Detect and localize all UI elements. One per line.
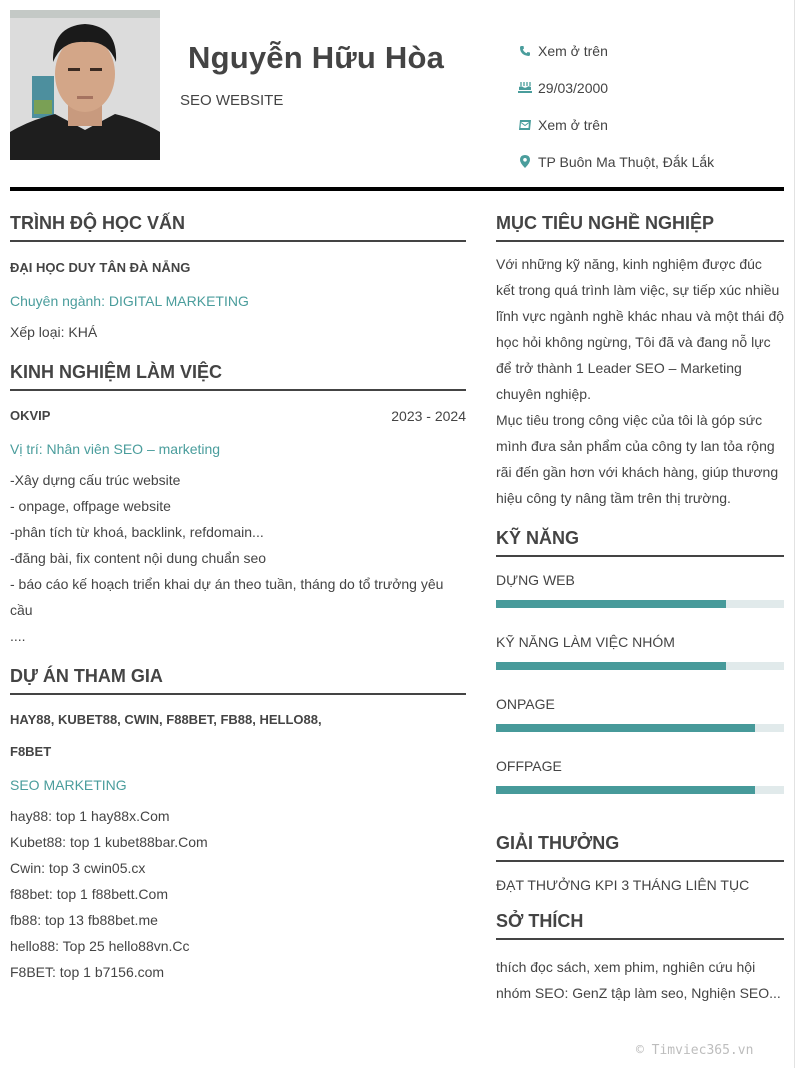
experience-company: OKVIP [10,408,51,423]
education-major: Chuyên ngành: DIGITAL MARKETING [10,293,249,309]
contact-phone [518,32,714,69]
project-names-line1: HAY88, KUBET88, CWIN, F88BET, FB88, HELLO88, [10,712,322,727]
objective-paragraph-2: Mục tiêu trong công việc của tôi là góp sức mình đưa sản phẩm của công ty lan tỏa rộng rãi đến gần hơn với khách hàng, giúp thương hiệu công ty nâng tầm trên thị trường. [496,412,779,506]
watermark: © Timviec365.vn [636,1043,754,1058]
experience-position: Vị trí: Nhân viên SEO – marketing [10,441,221,457]
objective-title: MỤC TIÊU NGHỀ NGHIỆP [496,200,784,242]
hobbies-section [496,898,784,1006]
skill-label: KỸ NĂNG LÀM VIỆC NHÓM [496,634,675,650]
experience-detail: -Xây dựng cấu trúc website [10,472,181,488]
objective-section [496,200,784,511]
project-detail: f88bet: top 1 f88bett.Com [10,886,168,902]
map-marker-icon [518,155,532,169]
experience-detail: -đăng bài, fix content nội dung chuẩn seo [10,550,267,566]
contact-birthday-value: 29/03/2000 [538,79,609,96]
contact-phone-value: Xem ở trên [538,42,608,59]
skill-label: DỰNG WEB [496,572,575,588]
education-title: TRÌNH ĐỘ HỌC VẤN [10,200,466,242]
contact-list [518,32,714,180]
awards-text: ĐẠT THƯỞNG KPI 3 THÁNG LIÊN TỤC [496,877,750,893]
avatar [10,10,160,160]
header-divider [10,187,784,191]
hobbies-title: SỞ THÍCH [496,898,784,940]
experience-title: KINH NGHIỆM LÀM VIỆC [10,349,466,391]
right-column [496,200,784,1006]
envelope-icon [518,118,532,132]
project-role: SEO MARKETING [10,777,127,793]
skill-bar-track [496,600,784,608]
awards-section [496,820,784,898]
project-detail: hello88: Top 25 hello88vn.Cc [10,938,190,954]
experience-detail: - báo cáo kế hoạch triển khai dự án theo tuần, tháng do tổ trưởng yêu cầu [10,576,444,618]
experience-period: 2023 - 2024 [391,408,466,424]
experience-detail: - onpage, offpage website [10,498,171,514]
skill-bar-track [496,724,784,732]
skill-bar-fill [496,786,755,794]
skill-item [496,570,784,608]
candidate-name: Nguyễn Hữu Hòa [188,40,445,75]
project-names-line2: F8BET [10,744,52,759]
skill-bar-track [496,786,784,794]
experience-detail: .... [10,628,26,644]
birthday-cake-icon [518,81,532,95]
project-detail: hay88: top 1 hay88x.Com [10,808,170,824]
education-school: ĐẠI HỌC DUY TÂN ĐÀ NẴNG [10,260,191,275]
project-detail: Kubet88: top 1 kubet88bar.Com [10,834,208,850]
education-section [10,200,466,345]
contact-address-value: TP Buôn Ma Thuột, Đắk Lắk [538,153,715,170]
skills-title: KỸ NĂNG [496,515,784,557]
experience-header-row [10,403,466,429]
skill-item [496,632,784,670]
project-detail: Cwin: top 3 cwin05.cx [10,860,146,876]
skill-bar-fill [496,724,755,732]
experience-section [10,349,466,649]
awards-title: GIẢI THƯỞNG [496,820,784,862]
hobbies-text: thích đọc sách, xem phim, nghiên cứu hội nhóm SEO: GenZ tập làm seo, Nghiện SEO... [496,959,781,1001]
contact-address [518,143,714,180]
candidate-role: SEO WEBSITE [180,92,284,109]
skills-section [496,515,784,794]
education-grade: Xếp loại: KHÁ [10,324,98,340]
contact-email-value: Xem ở trên [538,116,608,133]
skill-item [496,694,784,732]
skill-bar-track [496,662,784,670]
skill-item [496,756,784,794]
left-column [10,200,466,985]
skill-label: OFFPAGE [496,758,562,774]
projects-section [10,653,466,985]
projects-title: DỰ ÁN THAM GIA [10,653,466,695]
skill-label: ONPAGE [496,696,555,712]
contact-email [518,106,714,143]
skill-bar-fill [496,600,726,608]
experience-detail: -phân tích từ khoá, backlink, refdomain... [10,524,264,540]
skill-bar-fill [496,662,726,670]
objective-paragraph-1: Với những kỹ năng, kinh nghiệm được đúc kết trong quá trình làm việc, sự tiếp xúc nhiều lĩnh vực ngành nghề khác nhau và một thái độ học hỏi không ngừng, Tôi đã và đang nỗ lực để trở thành 1 Leader SEO – Marketing chuyên nghiệp. [496,256,785,402]
project-detail: fb88: top 13 fb88bet.me [10,912,158,928]
contact-birthday [518,69,714,106]
profile-photo [10,10,160,160]
phone-icon [518,44,532,58]
project-detail: F8BET: top 1 b7156.com [10,964,165,980]
